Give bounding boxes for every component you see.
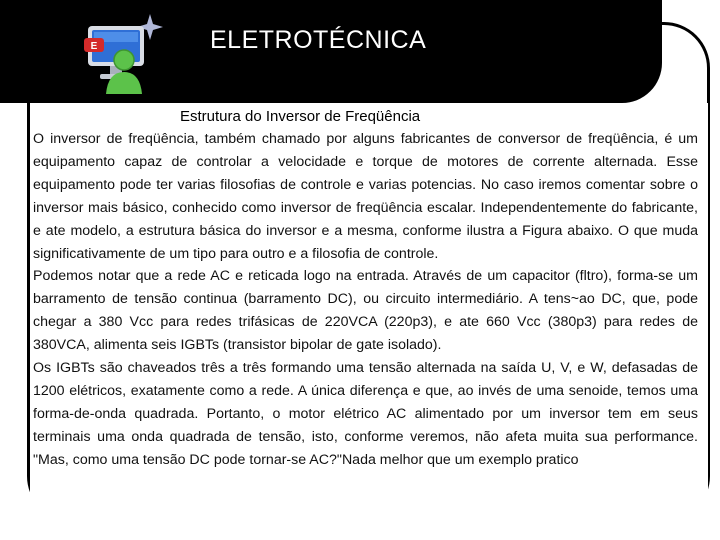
header-banner <box>0 0 662 103</box>
paragraph: O inversor de freqüência, também chamado por alguns fabricantes de conversor de freqüência, é um equipamento capaz de controlar a velocidade e torque de motores de corrente alternada. Esse equipamento pode ter varias filosofias de controle e varias potencias. No caso iremos comentar sobre o inversor mais básico, conhecido como inversor de freqüência escalar. Independentemente do fabricante, e ate modelo, a estrutura básica do inversor e a mesma, conforme ilustra a Figura abaixo. O que muda significativamente de um tipo para outro e a filosofia de controle. <box>33 131 698 262</box>
computer-user-icon <box>80 8 166 96</box>
svg-text:E: E <box>90 41 98 52</box>
body-text <box>33 128 698 472</box>
section-heading: Estrutura do Inversor de Freqüência <box>180 108 421 125</box>
paragraph: Podemos notar que a rede AC e reticada logo na entrada. Através de um capacitor (fltro), forma-se um barramento de tensão continua (barramento DC), ou circuito intermediário. A tens~ao DC, que, pode chegar a 380 Vcc para redes trifásicas de 220VCA (220p3), e ate 660 Vcc (380p3) para redes de 380VCA, alimenta seis IGBTs (transistor bipolar de gate isolado). <box>33 268 698 354</box>
page-title: ELETROTÉCNICA <box>210 26 427 54</box>
paragraph: Os IGBTs são chaveados três a três formando uma tensão alternada na saída U, V, e W, defasadas de 1200 elétricos, exatamente como a rede. A única diferença e que, ao invés de uma senoide, temos uma forma-de-onda quadrada. Portanto, o motor elétrico AC alimentado por um inversor tem em seus terminais uma onda quadrada de tensão, isto, conforme veremos, não afeta muita sua performance. "Mas, como uma tensão DC pode tornar-se AC?"Nada melhor que um exemplo pratico <box>33 360 698 468</box>
